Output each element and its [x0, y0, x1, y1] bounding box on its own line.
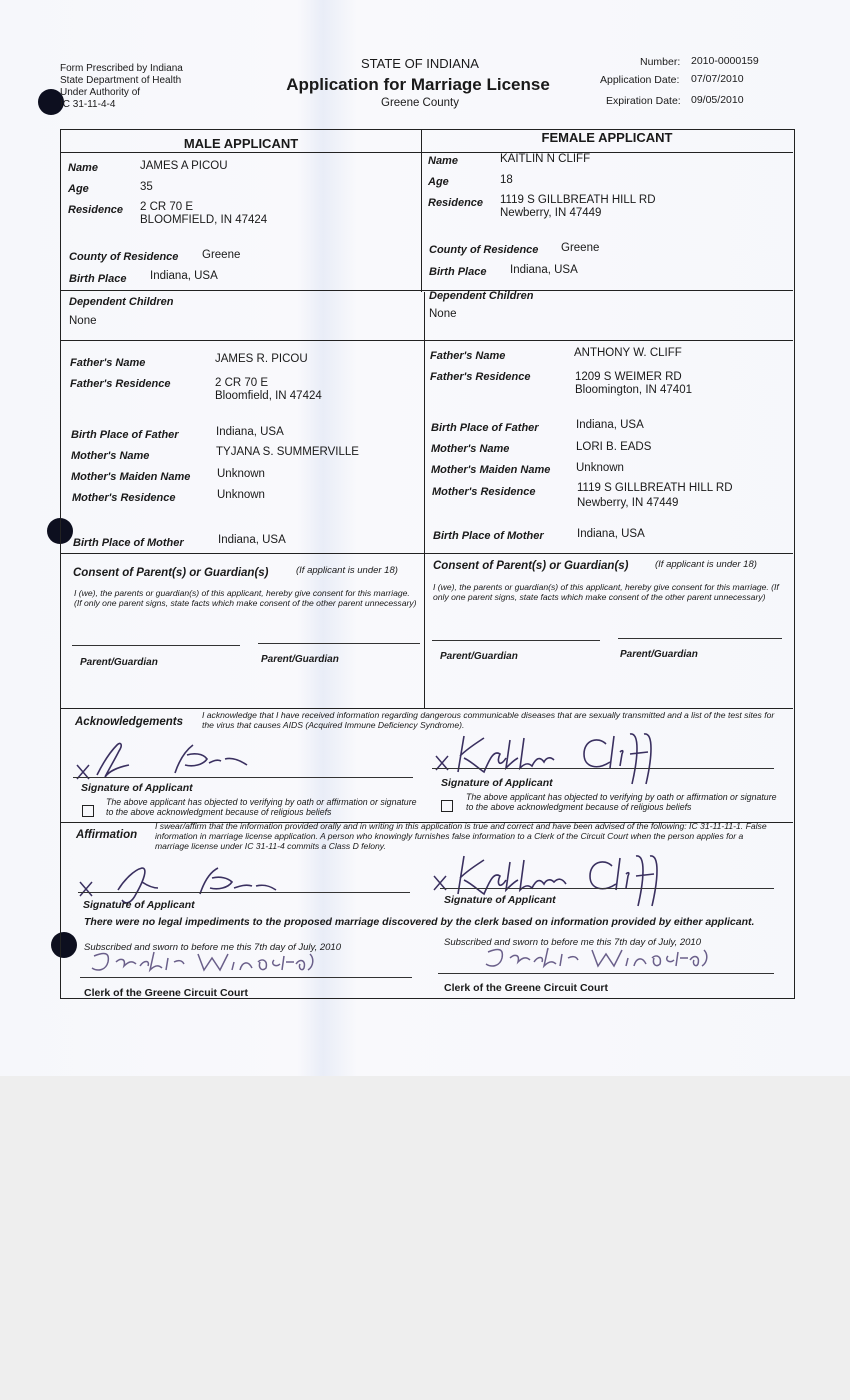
female-mothers-residence-line2: Newberry, IN 47449 [577, 497, 679, 509]
male-name-label: Name [68, 162, 98, 174]
female-fathers-residence-label: Father's Residence [430, 371, 531, 383]
male-dependent-children-value: None [69, 315, 97, 327]
male-fathers-residence-line2: Bloomfield, IN 47424 [215, 390, 322, 402]
male-affirmation-signature-line [78, 892, 410, 893]
female-name-label: Name [428, 155, 458, 167]
female-affirmation-signature-line [440, 888, 774, 889]
female-birth-place-father-value: Indiana, USA [576, 419, 644, 431]
female-birth-place-mother-label: Birth Place of Mother [433, 530, 544, 542]
county-heading: Greene County [381, 97, 459, 109]
male-sworn-text: Subscribed and sworn to before me this 7th day of July, 2010 [84, 942, 342, 953]
male-ack-signature-line [73, 777, 413, 778]
female-clerk-label: Clerk of the Greene Circuit Court [444, 982, 608, 994]
female-mothers-name-label: Mother's Name [431, 443, 510, 455]
female-residence-line1: 1119 S GILLBREATH HILL RD [500, 194, 656, 206]
male-applicant-heading: MALE APPLICANT [183, 136, 299, 151]
female-consent-text: I (we), the parents or guardian(s) of this applicant, hereby give consent for this marriage. (If only one parent signs, state facts which make consent of the other parent unnecessary) [433, 582, 779, 602]
male-parent-guardian-1: Parent/Guardian [80, 657, 158, 668]
female-county-label: County of Residence [429, 244, 539, 256]
female-fathers-name-label: Father's Name [430, 350, 506, 362]
number-value: 2010-0000159 [691, 55, 759, 67]
female-name-value: KAITLIN N CLIFF [500, 153, 591, 165]
male-ack-signature-label: Signature of Applicant [81, 782, 193, 794]
female-affirmation-signature-label: Signature of Applicant [444, 894, 556, 906]
application-date-label: Application Date: [600, 74, 680, 86]
female-parent-guardian-2: Parent/Guardian [620, 649, 698, 660]
male-consent-note: (If applicant is under 18) [296, 565, 398, 576]
number-label: Number: [640, 56, 681, 68]
acknowledgements-text: I acknowledge that I have received information regarding dangerous communicable diseases that are sexually transmitted and a list of the test sites for the virus that causes AIDS (Acquired Immune Deficiency Syndrome). [202, 710, 775, 730]
female-mothers-maiden-name-label: Mother's Maiden Name [431, 464, 551, 476]
male-birth-place-value: Indiana, USA [150, 270, 218, 282]
male-county-label: County of Residence [69, 251, 179, 263]
male-clerk-signature-line [80, 977, 412, 978]
female-birth-place-value: Indiana, USA [510, 264, 578, 276]
application-date-value: 07/07/2010 [691, 73, 744, 85]
female-objection-checkbox[interactable] [441, 800, 453, 812]
prescribed-line-4: IC 31-11-4-4 [60, 99, 116, 110]
female-consent-note: (If applicant is under 18) [655, 559, 757, 570]
male-mothers-residence-value: Unknown [217, 489, 265, 501]
male-fathers-residence-line1: 2 CR 70 E [215, 377, 269, 389]
male-birth-place-father-label: Birth Place of Father [71, 429, 179, 441]
female-residence-label: Residence [428, 197, 484, 209]
female-county-value: Greene [561, 242, 600, 254]
male-county-value: Greene [202, 249, 241, 261]
female-fathers-residence-line2: Bloomington, IN 47401 [575, 384, 692, 396]
expiration-date-label: Expiration Date: [606, 95, 681, 107]
female-mothers-name-value: LORI B. EADS [576, 441, 652, 453]
female-clerk-signature-line [438, 973, 774, 974]
male-fathers-residence-label: Father's Residence [70, 378, 171, 390]
male-mothers-maiden-name-label: Mother's Maiden Name [71, 471, 191, 483]
female-age-label: Age [428, 176, 449, 188]
female-parent-signature-line-2 [618, 638, 782, 639]
male-residence-label: Residence [68, 204, 124, 216]
affirmation-title: Affirmation [76, 829, 138, 841]
female-sworn-text: Subscribed and sworn to before me this 7th day of July, 2010 [444, 937, 702, 948]
male-residence-line1: 2 CR 70 E [140, 201, 194, 213]
prescribed-line-3: Under Authority of [60, 87, 141, 98]
male-consent-text: I (we), the parents or guardian(s) of this applicant, hereby give consent for this marriage. (If only one parent signs, state facts which make consent of the other parent unnecessary) [74, 588, 417, 608]
male-name-value: JAMES A PICOU [140, 160, 228, 172]
male-consent-title: Consent of Parent(s) or Guardian(s) [73, 567, 269, 579]
female-age-value: 18 [500, 174, 513, 186]
male-objection-text: The above applicant has objected to verifying by oath or affirmation or signature to the above acknowledgment because of religious beliefs [106, 797, 417, 817]
female-mothers-maiden-name-value: Unknown [576, 462, 624, 474]
state-heading: STATE OF INDIANA [361, 56, 479, 71]
expiration-date-value: 09/05/2010 [691, 94, 744, 106]
female-ack-signature-label: Signature of Applicant [441, 777, 553, 789]
male-residence-line2: BLOOMFIELD, IN 47424 [140, 214, 268, 226]
female-fathers-residence-line1: 1209 S WEIMER RD [575, 371, 682, 383]
female-dependent-children-label: Dependent Children [429, 290, 534, 302]
female-parent-signature-line-1 [432, 640, 600, 641]
female-birth-place-mother-value: Indiana, USA [577, 528, 645, 540]
female-ack-signature-line [432, 768, 774, 769]
female-fathers-name-value: ANTHONY W. CLIFF [574, 347, 682, 359]
male-mothers-name-label: Mother's Name [71, 450, 150, 462]
male-dependent-children-label: Dependent Children [69, 296, 174, 308]
male-parent-guardian-2: Parent/Guardian [261, 654, 339, 665]
no-impediments-statement: There were no legal impediments to the proposed marriage discovered by the clerk based on information provided by either applicant. [84, 916, 755, 928]
prescribed-line-1: Form Prescribed by Indiana [60, 63, 183, 74]
male-mothers-maiden-name-value: Unknown [217, 468, 265, 480]
female-parent-guardian-1: Parent/Guardian [440, 651, 518, 662]
male-mothers-residence-label: Mother's Residence [72, 492, 176, 504]
female-applicant-heading: FEMALE APPLICANT [541, 130, 673, 145]
female-objection-text: The above applicant has objected to verifying by oath or affirmation or signature to the above acknowledgment because of religious beliefs [466, 792, 777, 812]
male-age-value: 35 [140, 181, 153, 193]
acknowledgements-title: Acknowledgements [75, 716, 183, 728]
male-affirmation-signature-label: Signature of Applicant [83, 899, 195, 911]
female-mothers-residence-line1: 1119 S GILLBREATH HILL RD [577, 482, 733, 494]
document-title: Application for Marriage License [286, 75, 550, 94]
female-consent-title: Consent of Parent(s) or Guardian(s) [433, 560, 629, 572]
male-birth-place-mother-value: Indiana, USA [218, 534, 286, 546]
female-dependent-children-value: None [429, 308, 457, 320]
male-objection-checkbox[interactable] [82, 805, 94, 817]
prescribed-line-2: State Department of Health [60, 75, 182, 86]
male-fathers-name-label: Father's Name [70, 357, 146, 369]
male-birth-place-father-value: Indiana, USA [216, 426, 284, 438]
male-birth-place-label: Birth Place [69, 273, 127, 285]
female-residence-line2: Newberry, IN 47449 [500, 207, 602, 219]
affirmation-text: I swear/affirm that the information provided orally and in writing in this application is true and correct and have been advised of the following: IC 31-11-11-1. False information in marriage license application. A person who knowingly furnishes false information to a Clerk of the Circuit Court when the person applies for a marriage license under IC 31-11-4 commits a Class D felony. [155, 821, 767, 851]
female-mothers-residence-label: Mother's Residence [432, 486, 536, 498]
female-birth-place-label: Birth Place [429, 266, 487, 278]
male-birth-place-mother-label: Birth Place of Mother [73, 537, 184, 549]
male-age-label: Age [68, 183, 89, 195]
male-parent-signature-line-1 [72, 645, 240, 646]
male-parent-signature-line-2 [258, 643, 420, 644]
female-birth-place-father-label: Birth Place of Father [431, 422, 539, 434]
male-clerk-label: Clerk of the Greene Circuit Court [84, 987, 248, 999]
male-mothers-name-value: TYJANA S. SUMMERVILLE [216, 446, 359, 458]
male-fathers-name-value: JAMES R. PICOU [215, 353, 308, 365]
